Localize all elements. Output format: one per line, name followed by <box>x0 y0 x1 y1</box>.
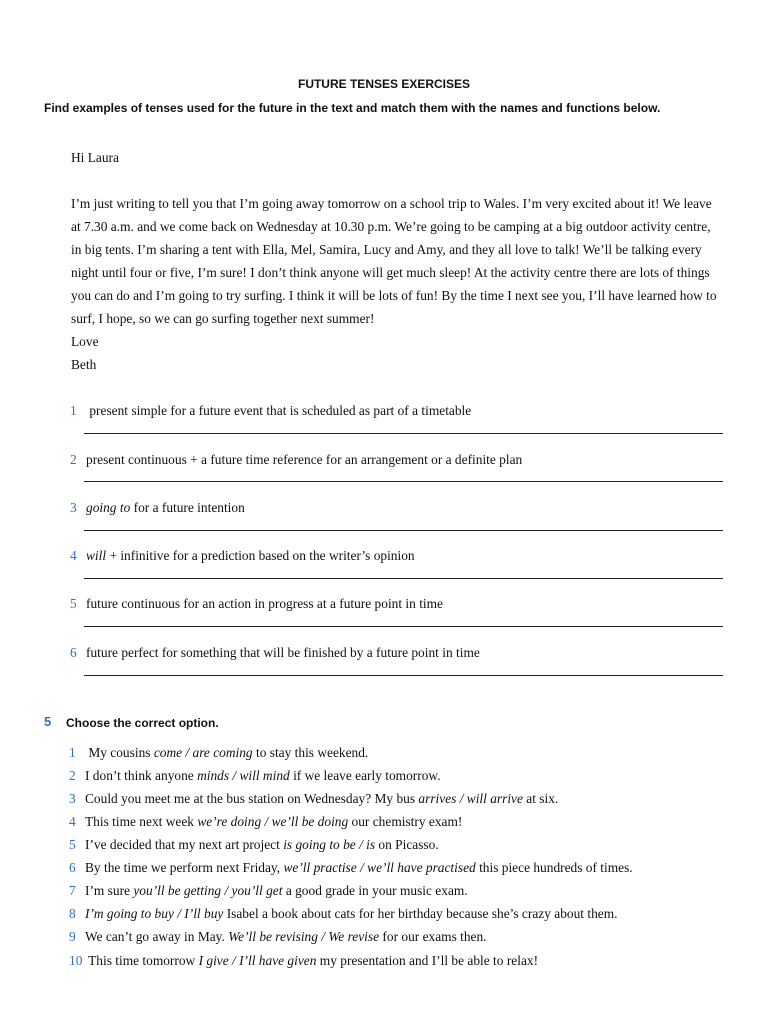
item-text: present simple for a future event that is scheduled as part of a timetable <box>86 403 472 418</box>
option-item <box>69 745 368 761</box>
answer-line[interactable] <box>84 578 723 579</box>
letter-closing: Love <box>71 334 99 349</box>
option-pre: Could you meet me at the bus station on Wednesday? My bus <box>85 791 419 806</box>
option-choice[interactable]: come / are coming <box>153 745 253 760</box>
option-item <box>69 814 462 830</box>
option-item <box>69 837 439 853</box>
option-number: 10 <box>69 953 83 968</box>
letter-greeting: Hi Laura <box>71 150 119 165</box>
item-italic: will <box>86 548 107 563</box>
option-number: 7 <box>69 883 76 898</box>
option-item <box>69 906 617 922</box>
option-choice[interactable]: minds / will mind <box>197 768 290 783</box>
option-item <box>69 768 441 784</box>
option-choice[interactable]: we’ll practise / we’ll have practised <box>283 860 476 875</box>
option-item <box>69 791 558 807</box>
option-pre: I’ve decided that my next art project <box>85 837 284 852</box>
match-item <box>70 645 480 661</box>
option-post: if we leave early tomorrow. <box>289 768 441 783</box>
option-number: 5 <box>69 837 76 852</box>
option-pre: I don’t think anyone <box>85 768 198 783</box>
item-italic: going to <box>86 500 131 515</box>
item-text: present continuous + a future time reference for an arrangement or a definite plan <box>86 452 523 467</box>
option-number: 3 <box>69 791 76 806</box>
option-post: to stay this weekend. <box>252 745 369 760</box>
item-number: 3 <box>70 500 77 515</box>
item-number: 6 <box>70 645 77 660</box>
item-number: 5 <box>70 596 77 611</box>
match-item <box>70 403 471 419</box>
item-text: + infinitive for a prediction based on the writer’s opinion <box>106 548 415 563</box>
option-pre: My cousins <box>85 745 154 760</box>
option-pre: By the time we perform next Friday, <box>85 860 284 875</box>
option-choice[interactable]: We’ll be revising / We revise <box>228 929 380 944</box>
option-choice[interactable]: we’re doing / we’ll be doing <box>197 814 349 829</box>
option-post: our chemistry exam! <box>348 814 463 829</box>
letter-signature: Beth <box>71 357 97 372</box>
item-number: 1 <box>70 403 77 418</box>
match-item <box>70 500 245 516</box>
option-post: at six. <box>522 791 559 806</box>
letter-signoff <box>71 330 721 376</box>
instructions: Find examples of tenses used for the future in the text and match them with the names and functions below. <box>44 101 661 115</box>
option-number: 9 <box>69 929 76 944</box>
option-choice[interactable]: I give / I’ll have given <box>198 953 317 968</box>
option-number: 2 <box>69 768 76 783</box>
option-post: for our exams then. <box>379 929 487 944</box>
answer-line[interactable] <box>84 433 723 434</box>
option-pre: I’m sure <box>85 883 134 898</box>
item-text: future perfect for something that will be finished by a future point in time <box>86 645 480 660</box>
letter-body: I’m just writing to tell you that I’m going away tomorrow on a school trip to Wales. I’m very excited about it! We leave at 7.30 a.m. and we come back on Wednesday at 10.30 p.m. We’re going to be camping at a big outdoor activity centre, in big tents. I’m sharing a tent with Ella, Mel, Samira, Lucy and Amy, and they all love to talk! We’ll be talking every night until four or five, I’m sure! I don’t think anyone will get much sleep! At the activity centre there are lots of things you can do and I’m going to try surfing. I think it will be lots of fun! By the time I next see you, I’ll have learned how to surf, I hope, so we can go surfing together next summer! <box>71 196 717 326</box>
option-number: 1 <box>69 745 76 760</box>
option-post: this piece hundreds of times. <box>475 860 633 875</box>
option-number: 4 <box>69 814 76 829</box>
match-item <box>70 596 443 612</box>
option-number: 6 <box>69 860 76 875</box>
match-item <box>70 548 415 564</box>
item-text: for a future intention <box>130 500 245 515</box>
option-number: 8 <box>69 906 76 921</box>
option-post: a good grade in your music exam. <box>282 883 468 898</box>
answer-line[interactable] <box>84 530 723 531</box>
item-number: 4 <box>70 548 77 563</box>
option-item <box>69 929 487 945</box>
option-pre: We can’t go away in May. <box>85 929 229 944</box>
option-item <box>69 953 538 969</box>
item-text: future continuous for an action in progress at a future point in time <box>86 596 443 611</box>
answer-line[interactable] <box>84 675 723 676</box>
option-choice[interactable]: is going to be / is <box>283 837 376 852</box>
page-title: FUTURE TENSES EXERCISES <box>297 77 471 91</box>
option-pre: This time tomorrow <box>85 953 199 968</box>
option-choice[interactable]: you’ll be getting / you’ll get <box>133 883 283 898</box>
answer-line[interactable] <box>84 626 723 627</box>
option-choice[interactable]: I’m going to buy / I’ll buy <box>85 906 224 921</box>
item-number: 2 <box>70 452 77 467</box>
option-post: on Picasso. <box>375 837 439 852</box>
section-title: Choose the correct option. <box>66 716 219 730</box>
option-post: Isabel a book about cats for her birthday because she’s crazy about them. <box>223 906 618 921</box>
option-pre: This time next week <box>85 814 198 829</box>
option-item <box>69 860 633 876</box>
option-item <box>69 883 468 899</box>
option-post: my presentation and I’ll be able to relax! <box>316 953 539 968</box>
section-number: 5 <box>44 714 52 729</box>
answer-line[interactable] <box>84 481 723 482</box>
match-item <box>70 452 522 468</box>
option-choice[interactable]: arrives / will arrive <box>418 791 523 806</box>
